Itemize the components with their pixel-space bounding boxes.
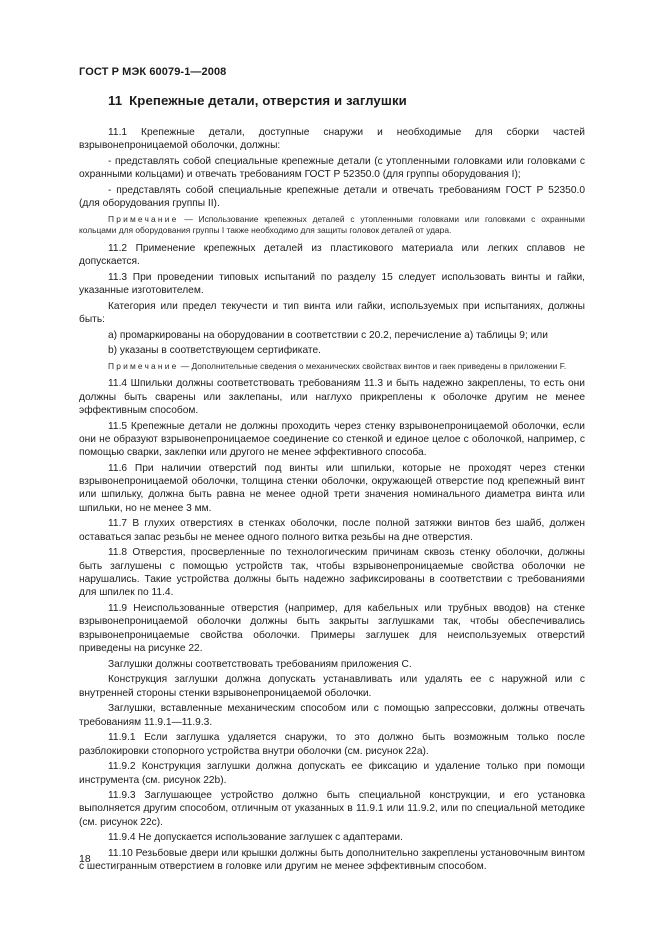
note-paragraph: [79, 361, 585, 373]
section-title: [108, 93, 407, 108]
clause-paragraph: 11.3 При проведении типовых испытаний по разделу 15 следует использовать винты и гайки, указанные изготовителем.: [79, 271, 585, 297]
list-item: a) промаркированы на оборудовании в соответствии с 20.2, перечисление а) таблицы 9; или: [108, 329, 548, 341]
clause-paragraph: 11.9 Неиспользованные отверстия (например, для кабельных или трубных вводов) на стенке взрывонепроницаемой оболочки должны быть закрыты заглушками так, чтобы обеспечивались взрывонепроницаемые свойства оболочки. Примеры заглушек для неиспользуемых отверстий приведены на рисунке 22.: [79, 602, 585, 654]
clause-paragraph: Конструкция заглушки должна допускать устанавливать или удалять ее с наружной или с внутренней стороны стенки взрывонепроницаемой оболочки.: [79, 674, 585, 699]
clause-paragraph: 11.7 В глухих отверстиях в стенках оболочки, после полной затяжки винтов без шайб, должен оставаться запас резьбы не менее одного полного витка резьбы на дне отверстия.: [79, 518, 585, 543]
clause-paragraph: 11.9.1 Если заглушка удаляется снаружи, то это должно быть возможным только после разблокировки стопорного устройства внутри оболочки (см. рисунок 22а).: [79, 732, 585, 757]
clause-paragraph: 11.2 Применение крепежных деталей из пластикового материала или легких сплавов не допускается.: [79, 242, 585, 268]
clause-paragraph: Категория или предел текучести и тип винта или гайки, используемых при испытаниях, должны быть:: [79, 300, 585, 326]
document-body: [79, 126, 585, 876]
dash-item: - представлять собой специальные крепежные детали (с утопленными головками или головками с охранными кольцами) и отвечать требованиям ГОСТ Р 52350.0 (для группы оборудования I);: [79, 155, 585, 181]
clause-paragraph: 11.4 Шпильки должны соответствовать требованиям 11.3 и быть надежно закреплены, то есть они должны быть сварены или заклепаны, или наглухо прикреплены к оболочке другим не менее эффективным способом.: [79, 378, 585, 416]
clause-paragraph: 11.8 Отверстия, просверленные по технологическим причинам сквозь стенку оболочки, должны быть заглушены с помощью устройств так, чтобы взрывонепроницаемые свойства оболочки не нарушались. Такие устройства должны быть надежно зафиксированы в соответствии с требованиями для шпилек по 11.4.: [79, 547, 585, 599]
note-label: Примечание: [108, 213, 179, 224]
clause-paragraph: 11.5 Крепежные детали не должны проходить через стенку взрывонепроницаемой оболочки, если они не образуют взрывонепроницаемое соединение со стенкой и единое целое с оболочкой, например, с помощью сварки, заклепки или другого не менее эффективного способа.: [79, 420, 585, 459]
list-item: b) указаны в соответствующем сертификате.: [108, 345, 321, 357]
clause-paragraph: 11.9.2 Конструкция заглушки должна допускать ее фиксацию и удаление только при помощи инструмента (см. рисунок 22b).: [79, 761, 585, 786]
clause-paragraph: 11.1 Крепежные детали, доступные снаружи и необходимые для сборки частей взрывонепроницаемой оболочки, должны:: [79, 127, 585, 152]
clause-paragraph: Заглушки, вставленные механическим способом или с помощью запрессовки, должны отвечать требованиям 11.9.1—11.9.3.: [79, 703, 585, 728]
dash-item: - представлять собой специальные крепежные детали и отвечать требованиям ГОСТ Р 52350.0 (для оборудования группы II).: [79, 184, 585, 210]
document-header: ГОСТ Р МЭК 60079-1—2008: [79, 66, 227, 78]
section-title-text: Крепежные детали, отверстия и заглушки: [129, 93, 407, 108]
clause-paragraph: 11.9.4 Не допускается использование заглушек с адаптерами.: [108, 832, 403, 844]
clause-paragraph: Заглушки должны соответствовать требованиям приложения С.: [108, 658, 412, 670]
note-paragraph: [79, 214, 585, 237]
clause-paragraph: 11.9.3 Заглушающее устройство должно быть специальной конструкции, и его установка выполняется другим способом, отличным от указанных в 11.9.1 или 11.9.2, или по специальной методике (см. рисунок 22с).: [79, 790, 585, 828]
page-number: 18: [79, 853, 91, 865]
section-number: 11: [108, 93, 123, 108]
note-text: — Использование крепежных деталей с утопленными головками или головками с охранными кольцами для оборудования группы I также необходимо для защиты головок деталей от удара.: [79, 213, 585, 236]
clause-paragraph: 11.10 Резьбовые двери или крышки должны быть дополнительно закреплены установочным винтом с шестигранным отверстием в головке или другим не менее эффективным способом.: [79, 848, 585, 873]
note-label: Примечание: [108, 360, 179, 371]
clause-paragraph: 11.6 При наличии отверстий под винты или шпильки, которые не проходят через стенки взрывонепроницаемой оболочки, толщина стенки оболочки, окружающей отверстие под крепежный винт или шпильку, должна быть равна не менее одной трети значения номинального диаметра винта или шпильки, но не менее 3 мм.: [79, 462, 585, 514]
note-text: — Дополнительные сведения о механических свойствах винтов и гаек приведены в приложении F.: [178, 360, 567, 371]
